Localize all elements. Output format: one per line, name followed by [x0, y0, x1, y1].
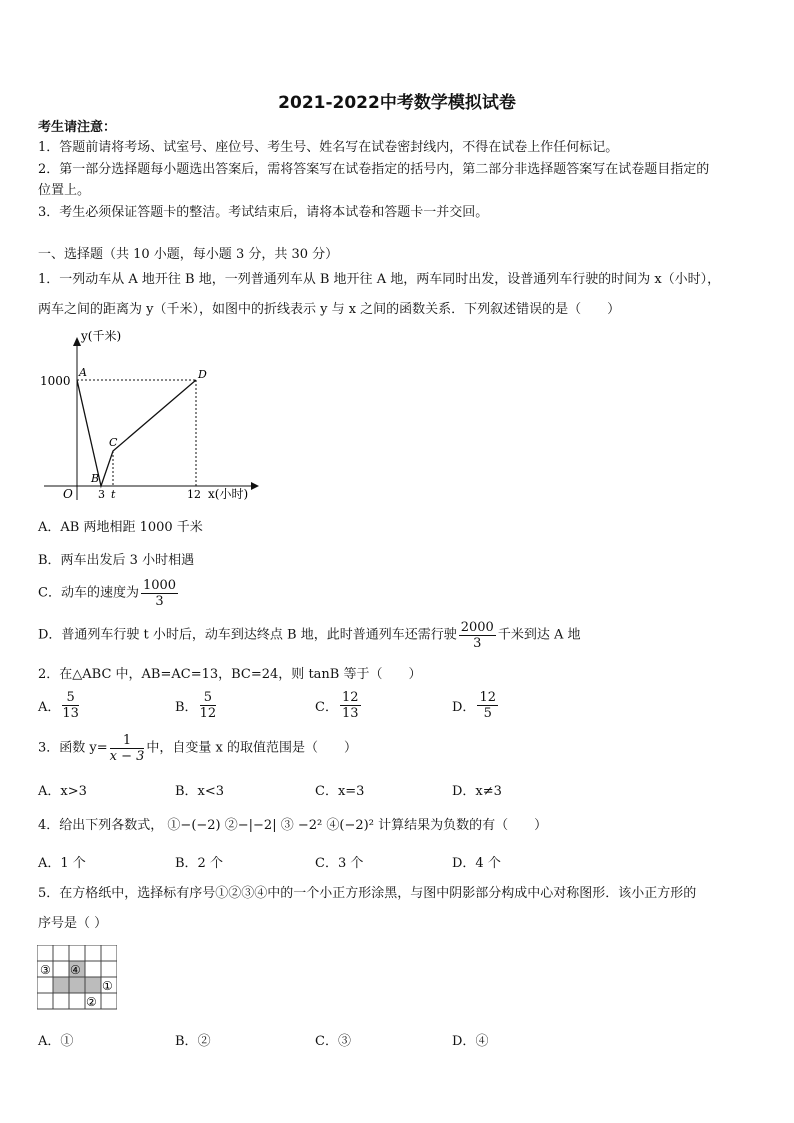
x-tick-12: 12	[187, 488, 201, 501]
q4-expr-3: ③ −2²	[280, 818, 323, 833]
graph-polyline	[77, 380, 196, 486]
fraction-numerator: 12	[479, 690, 496, 705]
fraction-denominator: 5	[483, 706, 492, 721]
fraction-numerator: 1000	[142, 578, 177, 593]
q4-expr-1: ①−(−2)	[167, 818, 221, 833]
q5-option-c	[315, 1030, 351, 1049]
fraction-numerator: 12	[341, 690, 359, 705]
x-axis-label: x(小时)	[208, 487, 249, 501]
q1-stem-line2: 两车之间的距离为 y（千米），如图中的折线表示 y 与 x 之间的函数关系．下列叙述错误的是（ ）	[38, 302, 621, 317]
notice-item-2-cont: 位置上。	[38, 183, 91, 198]
option-fraction	[200, 690, 217, 721]
q1-option-c-fraction	[141, 578, 178, 609]
option-fraction	[340, 690, 361, 721]
notice-heading: 考生请注意：	[38, 120, 117, 135]
point-D-label: D	[198, 368, 207, 381]
q4-expr-4: ④(−2)²	[326, 818, 374, 833]
q1-graph	[36, 330, 276, 505]
q1-option-d-text: D．普通列车行驶 t 小时后，动车到达终点 B 地，此时普通列车还需行驶	[38, 627, 457, 643]
q2-stem: 2．在△ABC 中，AB=AC=13，BC=24，则 tanB 等于（ ）	[38, 667, 422, 682]
q5-grid-figure	[37, 945, 117, 1011]
shaded-cell	[53, 977, 69, 993]
fraction-numerator: 5	[62, 690, 79, 706]
q5-option-d	[452, 1030, 488, 1049]
q5-option-a	[38, 1030, 73, 1049]
q1-option-d	[38, 620, 580, 651]
q4-stem	[38, 816, 547, 836]
grid-label-2: ②	[86, 995, 97, 1009]
shaded-cell	[85, 977, 101, 993]
q2-option-d	[452, 690, 500, 721]
q1-option-d-suffix: 千米到达 A 地	[497, 627, 581, 643]
q4-stem-suffix: 计算结果为负数的有（ ）	[378, 818, 548, 833]
fraction-denominator: x − 3	[109, 749, 145, 764]
section-heading: 一、选择题（共 10 小题，每小题 3 分，共 30 分）	[38, 247, 339, 262]
fraction-denominator: 3	[473, 636, 482, 651]
option-label: B．	[175, 700, 198, 715]
q4-stem-prefix: 4．给出下列各数式，	[38, 818, 164, 833]
shaded-cell	[69, 977, 85, 993]
option-label: C．	[315, 700, 338, 715]
q5-option-b	[175, 1030, 211, 1049]
option-label: D．	[452, 700, 476, 715]
option-fraction	[62, 690, 79, 721]
grid-lines	[37, 945, 117, 1009]
fraction-denominator: 3	[155, 594, 164, 609]
notice-item-3: 3．考生必须保证答题卡的整洁。考试结束后，请将本试卷和答题卡一并交回。	[38, 205, 489, 220]
option-label: B．	[175, 1034, 198, 1049]
q3-option-d: D．x≠3	[452, 784, 502, 799]
q3-option-c: C．x=3	[315, 784, 365, 799]
q1-option-a: A．AB 两地相距 1000 千米	[38, 520, 203, 535]
q3-stem-prefix: 3．函数 y=	[38, 740, 108, 756]
fraction-denominator: 13	[62, 706, 79, 721]
q3-fraction	[110, 733, 145, 764]
grid-label-4: ④	[70, 963, 81, 977]
fraction-denominator: 12	[199, 706, 217, 721]
option-mark: ④	[475, 1034, 489, 1049]
q4-option-d: D．4 个	[452, 856, 501, 871]
option-label: A．	[38, 1034, 61, 1049]
option-label: C．	[315, 1034, 338, 1049]
x-tick-t: t	[111, 488, 116, 501]
q4-option-a: A．1 个	[38, 856, 86, 871]
q1-option-c	[38, 578, 180, 609]
q5-stem-line1: 5．在方格纸中，选择标有序号①②③④中的一个小正方形涂黑，与图中阴影部分构成中心对称图形．该小正方形的	[38, 886, 697, 901]
fraction-numerator: 5	[200, 690, 217, 706]
option-label: D．	[452, 1034, 476, 1049]
q5-stem-line2: 序号是（ ）	[38, 916, 108, 931]
q2-option-a	[38, 690, 81, 721]
option-mark: ②	[197, 1034, 211, 1049]
q1-option-b: B．两车出发后 3 小时相遇	[38, 553, 195, 568]
q3-option-b: B．x<3	[175, 784, 225, 799]
option-mark: ①	[60, 1034, 74, 1049]
x-axis-arrow	[251, 482, 259, 490]
point-A-label: A	[79, 366, 87, 379]
notice-item-2: 2．第一部分选择题每小题选出答案后，需将答案写在试卷指定的括号内，第二部分非选择题答案写在试卷题目指定的	[38, 162, 710, 177]
fraction-numerator: 2000	[460, 620, 494, 635]
q4-expr-2: ②−|−2|	[224, 818, 277, 833]
fraction-denominator: 13	[341, 706, 359, 721]
grid-label-1: ①	[102, 979, 113, 993]
y-tick-1000: 1000	[40, 374, 71, 388]
grid-label-3: ③	[40, 963, 51, 977]
q2-option-c	[315, 690, 363, 721]
q4-option-b: B．2 个	[175, 856, 223, 871]
origin-label: O	[63, 487, 73, 501]
point-C-label: C	[109, 436, 118, 449]
y-axis-arrow	[73, 337, 81, 346]
fraction-numerator: 1	[110, 733, 145, 749]
q1-option-c-text: C．动车的速度为	[38, 585, 139, 601]
q2-option-b	[175, 690, 218, 721]
q1-option-d-fraction	[459, 620, 496, 651]
x-tick-3: 3	[98, 488, 105, 501]
q1-stem-line1: 1．一列动车从 A 地开往 B 地，一列普通列车从 B 地开往 A 地，两车同时出发，设普通列车行驶的时间为 x（小时），	[38, 272, 721, 287]
q3-stem	[38, 733, 357, 764]
q3-option-a: A．x>3	[38, 784, 87, 799]
page-title: 2021-2022中考数学模拟试卷	[278, 93, 516, 113]
q4-option-c: C．3 个	[315, 856, 364, 871]
option-fraction	[477, 690, 498, 721]
option-label: A．	[38, 700, 61, 715]
y-axis-label: y(千米)	[81, 330, 122, 343]
point-B-label: B	[91, 472, 100, 485]
notice-item-1: 1．答题前请将考场、试室号、座位号、考生号、姓名写在试卷密封线内，不得在试卷上作任何标记。	[38, 140, 619, 155]
q3-stem-suffix: 中，自变量 x 的取值范围是（ ）	[146, 740, 358, 756]
option-mark: ③	[337, 1034, 351, 1049]
